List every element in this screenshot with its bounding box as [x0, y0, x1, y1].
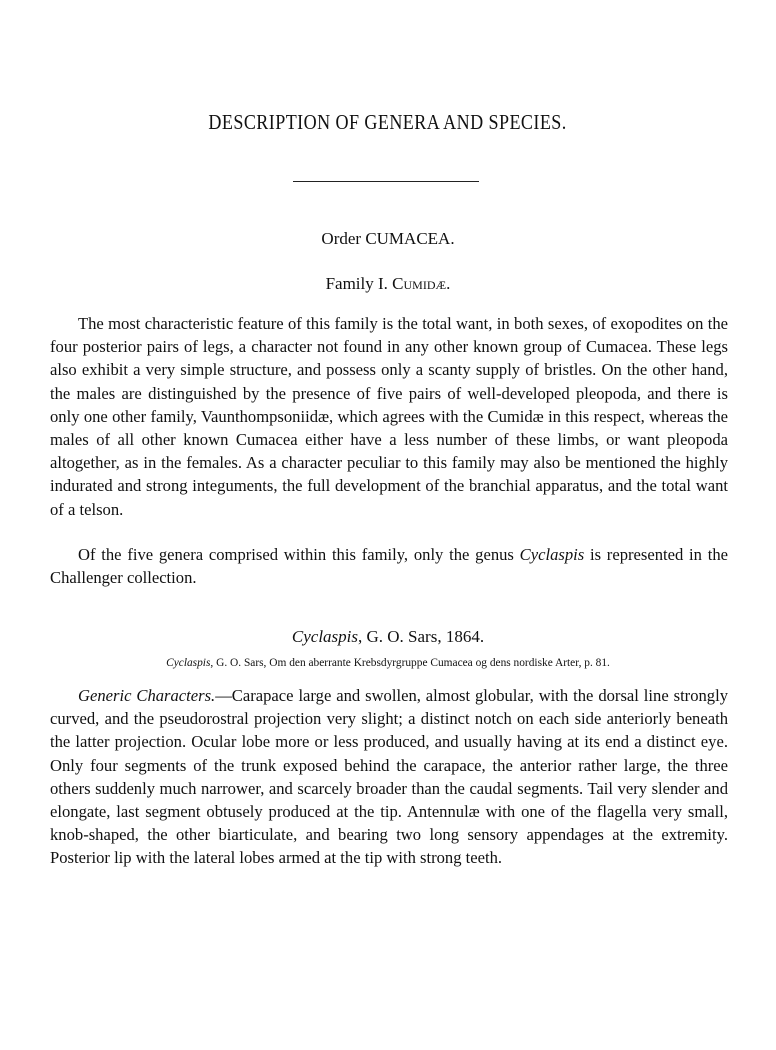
title-divider	[293, 181, 479, 182]
genus-heading-name: Cyclaspis	[291, 627, 358, 646]
genera-paragraph-after: is represented in the Challenger collection.	[50, 545, 728, 588]
citation-genus-name: Cyclaspis	[166, 657, 211, 669]
family-name: Cumidæ.	[392, 274, 451, 293]
genus-citation	[0, 657, 776, 669]
genera-paragraph	[50, 543, 728, 589]
genera-paragraph-before: Of the five genera comprised within this family, only the genus	[78, 545, 514, 564]
genus-name-inline: Cyclaspis	[519, 545, 585, 564]
generic-characters-paragraph	[50, 684, 728, 870]
generic-characters-text: —Carapace large and swollen, almost globular, with the dorsal line strongly curved, and the pseudorostral projection very slight; a distinct notch on each side anteriorly beneath the latter projection. Ocular lobe more or less produced, and usually having at its end a distinct eye. Only four segments of the trunk exposed behind the carapace, the anterior rather large, the three others suddenly much narrower, and scarcely broader than the caudal segments. Tail very slender and elongate, last segment obtusely produced at the tip. Antennulæ with one of the flagella very small, knob-shaped, the other biarticulate, and bearing two long sensory appendages at the extremity. Posterior lip with the lateral lobes armed at the tip with strong teeth.	[50, 686, 729, 868]
family-heading	[0, 274, 776, 294]
page-title: DESCRIPTION OF GENERA AND SPECIES.	[208, 110, 567, 134]
order-heading: Order CUMACEA.	[321, 229, 455, 248]
family-prefix: Family I.	[325, 274, 388, 293]
citation-reference: , G. O. Sars, Om den aberrante Krebsdyrgruppe Cumacea og dens nordiske Arter, p. 81.	[210, 657, 610, 669]
family-description-paragraph: The most characteristic feature of this family is the total want, in both sexes, of exopodites on the four posterior pairs of legs, a character not found in any other known group of Cumacea. These legs also exhibit a very simple structure, and possess only a scanty supply of bristles. On the other hand, the males are distinguished by the presence of five pairs of well-developed pleopoda, and there is only one other family, Vaunthompsoniidæ, which agrees with the Cumidæ in this respect, whereas the males of all other known Cumacea either have a less number of these limbs, or want pleopoda altogether, as in the females. As a character peculiar to this family may also be mentioned the highly indurated and strong integuments, the full development of the branchial apparatus, and the total want of a telson.	[50, 314, 728, 519]
genus-heading-author: , G. O. Sars, 1864.	[358, 627, 485, 646]
generic-characters-label: Generic Characters.	[78, 686, 216, 705]
genus-heading	[0, 627, 776, 647]
